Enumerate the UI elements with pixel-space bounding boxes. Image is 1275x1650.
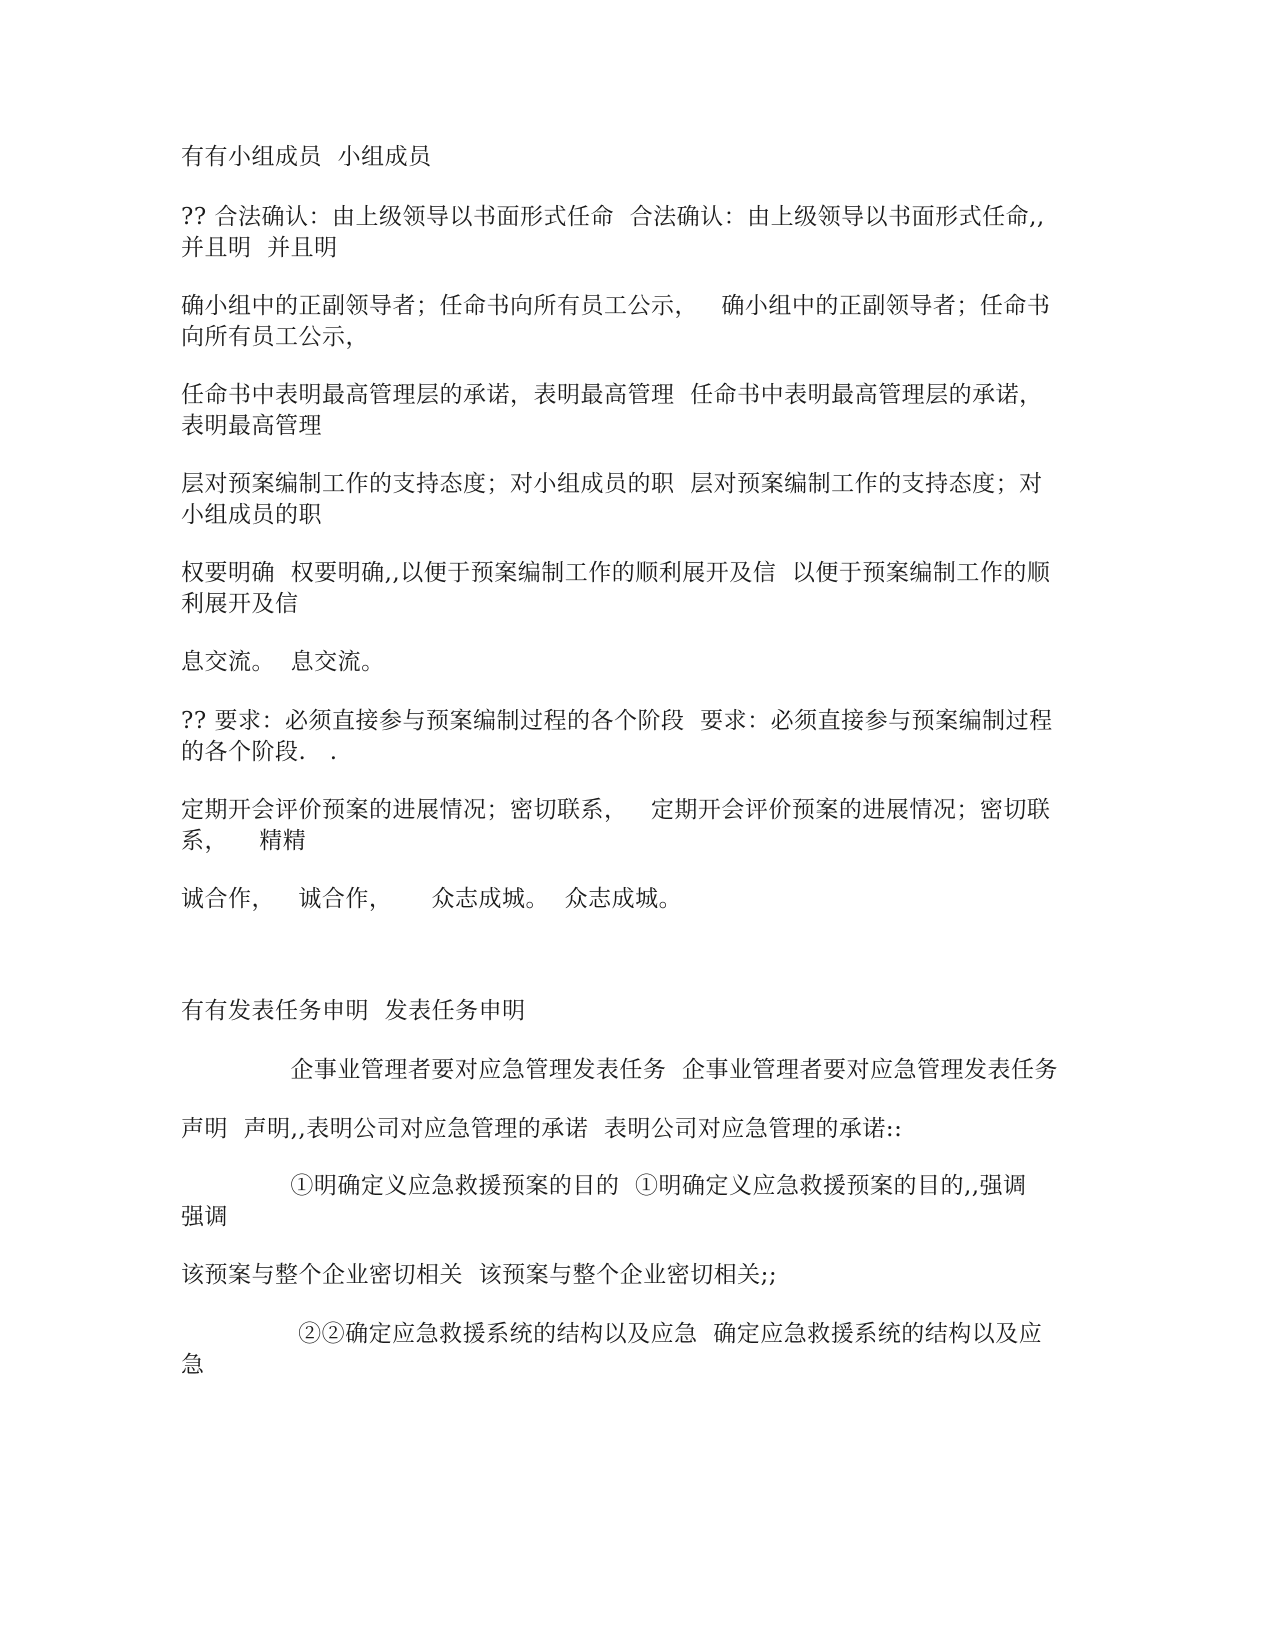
paragraph-managers: 企事业管理者要对应急管理发表任务 企事业管理者要对应急管理发表任务 — [181, 1057, 1058, 1083]
paragraph-leaders: 确小组中的正副领导者；任命书向所有员工公示， 确小组中的正副领导者；任命书向所有员工公示， — [181, 293, 1051, 350]
heading-mission-statement: 有有发表任务申明 发表任务申明 — [181, 998, 526, 1024]
paragraph-item-1: ①明确定义应急救援预案的目的 ①明确定义应急救援预案的目的,,强调 强调 — [181, 1173, 1043, 1230]
paragraph-enterprise: 该预案与整个企业密切相关 该预案与整个企业密切相关;; — [181, 1262, 778, 1288]
paragraph-support: 层对预案编制工作的支持态度；对小组成员的职 层对预案编制工作的支持态度；对小组成员的职 — [181, 471, 1043, 528]
paragraph-meetings: 定期开会评价预案的进展情况；密切联系， 定期开会评价预案的进展情况；密切联系， 精精 — [181, 797, 1051, 854]
paragraph-cooperation: 诚合作， 诚合作， 众志成城。 众志成城。 — [181, 886, 683, 912]
paragraph-statement: 声明 声明,,表明公司对应急管理的承诺 表明公司对应急管理的承诺:: — [181, 1116, 903, 1142]
paragraph-legal-confirmation: ?? 合法确认：由上级领导以书面形式任命 合法确认：由上级领导以书面形式任命,,并且明 并且明 — [181, 204, 1045, 261]
paragraph-authority: 权要明确 权要明确,,以便于预案编制工作的顺利展开及信 以便于预案编制工作的顺利展开及信 — [181, 560, 1051, 617]
paragraph-item-2: ②②确定应急救援系统的结构以及应急 确定应急救援系统的结构以及应急 — [181, 1321, 1043, 1378]
paragraph-communication: 息交流。 息交流。 — [181, 649, 385, 675]
heading-team-members: 有有小组成员 小组成员 — [181, 144, 432, 170]
paragraph-requirements: ?? 要求：必须直接参与预案编制过程的各个阶段 要求：必须直接参与预案编制过程的各个阶段. . — [181, 708, 1053, 765]
paragraph-commitment: 任命书中表明最高管理层的承诺，表明最高管理 任命书中表明最高管理层的承诺，表明最高管理 — [181, 382, 1043, 439]
